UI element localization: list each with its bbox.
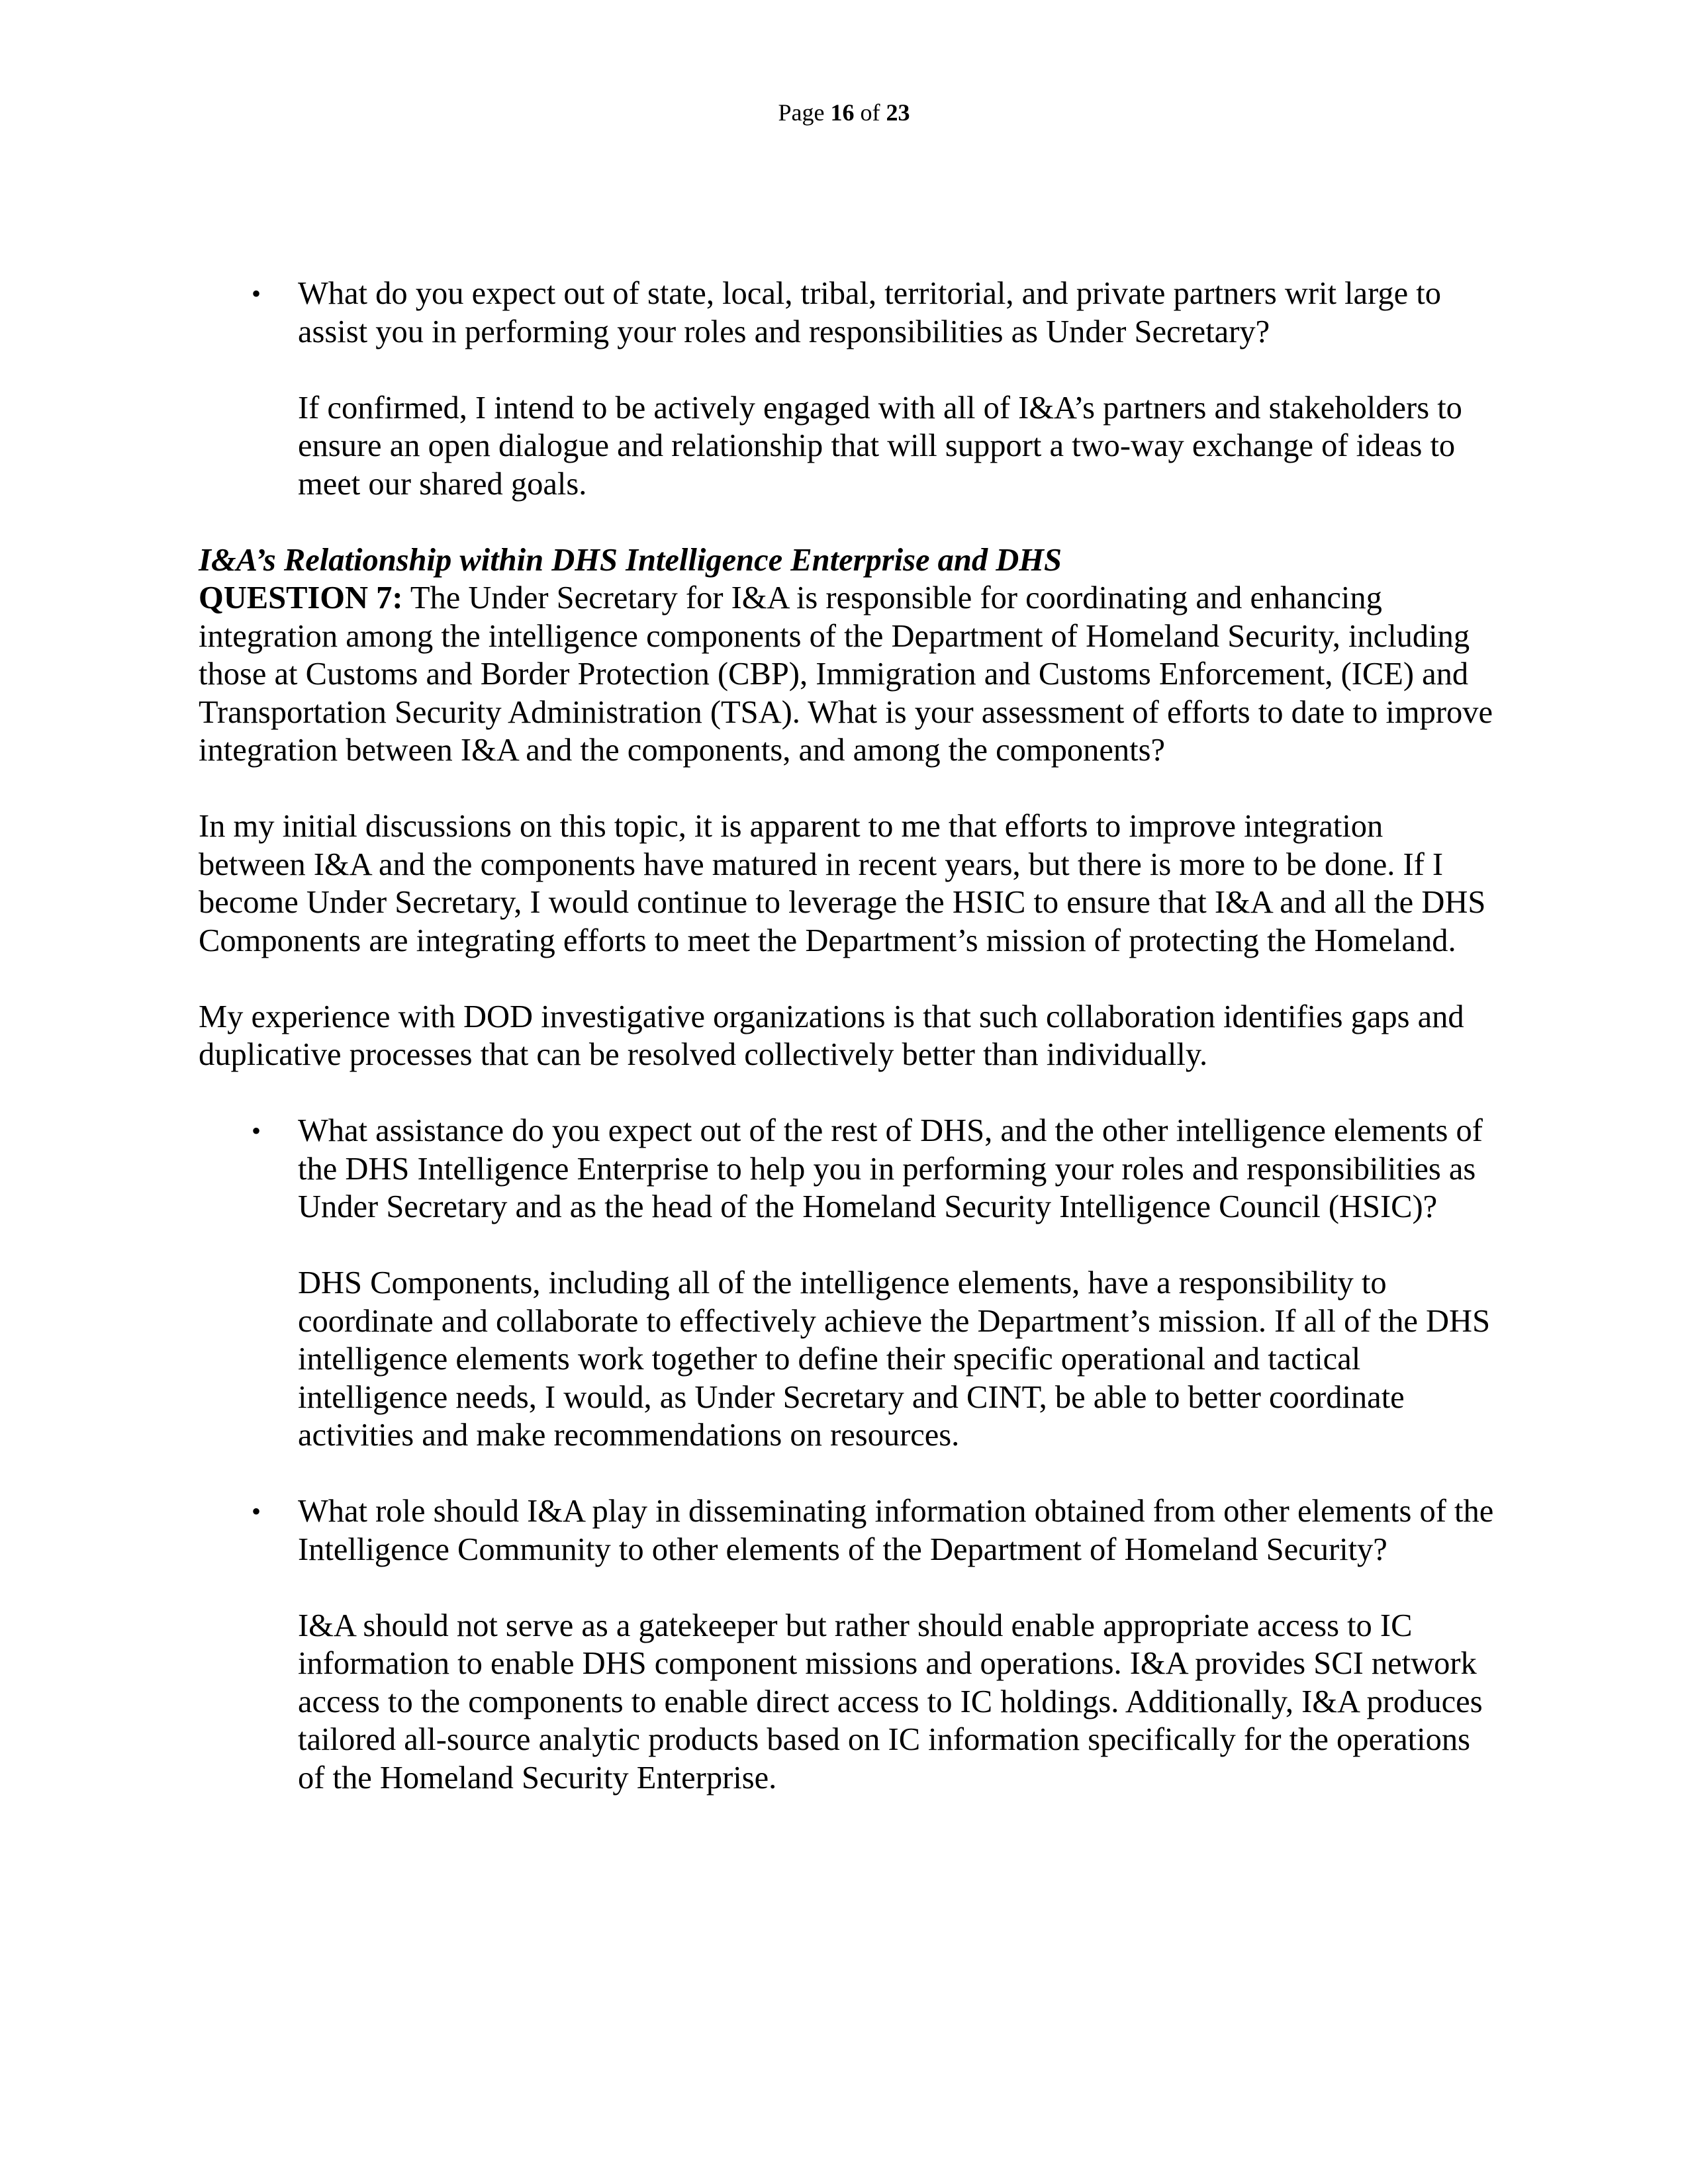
answer-paragraph: My experience with DOD investigative organizations is that such collaboration identifies gaps and duplicative processes that can be resolved collectively better than individually. <box>199 999 1464 1072</box>
bullet-question: What role should I&A play in disseminating information obtained from other elements of the Intelligence Community to other elements of the Department of Homeland Security? <box>298 1494 1494 1567</box>
section-heading: I&A’s Relationship within DHS Intelligence Enterprise and DHS <box>199 542 1062 578</box>
question-text: The Under Secretary for I&A is responsible for coordinating and enhancing integration among the intelligence components of the Department of Homeland Security, including those at Customs and Border Protection (CBP), Immigration and Customs Enforcement, (ICE) and Transportation Security Administration (TSA). What is your assessment of efforts to date to improve integration between I&A and the components, and among the components? <box>199 580 1493 768</box>
bullet-item <box>199 275 1496 503</box>
bullet-icon: • <box>252 1496 261 1526</box>
answer-paragraph: In my initial discussions on this topic, it is apparent to me that efforts to improve integration between I&A and the components have matured in recent years, but there is more to be done. If I become Under Secretary, I would continue to leverage the HSIC to ensure that I&A and all the DHS Components are integrating efforts to meet the Department’s mission of protecting the Homeland. <box>199 809 1486 958</box>
bullet-item <box>199 1492 1496 1797</box>
bullet-answer: DHS Components, including all of the intelligence elements, have a responsibility to coordinate and collaborate to effectively achieve the Department’s mission. If all of the DHS intelligence elements work together to define their specific operational and tactical intelligence needs, I would, as Under Secretary and CINT, be able to better coordinate activities and make recommendations on resources. <box>298 1265 1491 1453</box>
bullet-icon: • <box>252 1116 261 1146</box>
total-pages: 23 <box>886 99 910 126</box>
question-label: QUESTION 7: <box>199 580 403 615</box>
question-7 <box>199 579 1496 770</box>
page-header <box>0 98 1688 127</box>
bullet-item <box>199 1112 1496 1455</box>
page-number: 16 <box>830 99 855 126</box>
bullet-answer: If confirmed, I intend to be actively engaged with all of I&A’s partners and stakeholders to ensure an open dialogue and relationship that will support a two-way exchange of ideas to meet our shared goals. <box>298 390 1462 502</box>
of-label: of <box>860 99 880 126</box>
page-label: Page <box>778 99 825 126</box>
bullet-question: What assistance do you expect out of the rest of DHS, and the other intelligence elements of the DHS Intelligence Enterprise to help you in performing your roles and responsibilities as Under Secretary and as the head of the Homeland Security Intelligence Council (HSIC)? <box>298 1113 1483 1224</box>
bullet-answer: I&A should not serve as a gatekeeper but rather should enable appropriate access to IC information to enable DHS component missions and operations. I&A provides SCI network access to the components to enable direct access to IC holdings. Additionally, I&A produces tailored all-source analytic products based on IC information specifically for the operations of the Homeland Security Enterprise. <box>298 1608 1483 1796</box>
bullet-question: What do you expect out of state, local, tribal, territorial, and private partners writ large to assist you in performing your roles and responsibilities as Under Secretary? <box>298 276 1441 349</box>
bullet-icon: • <box>252 279 261 308</box>
document-body <box>199 275 1496 1797</box>
